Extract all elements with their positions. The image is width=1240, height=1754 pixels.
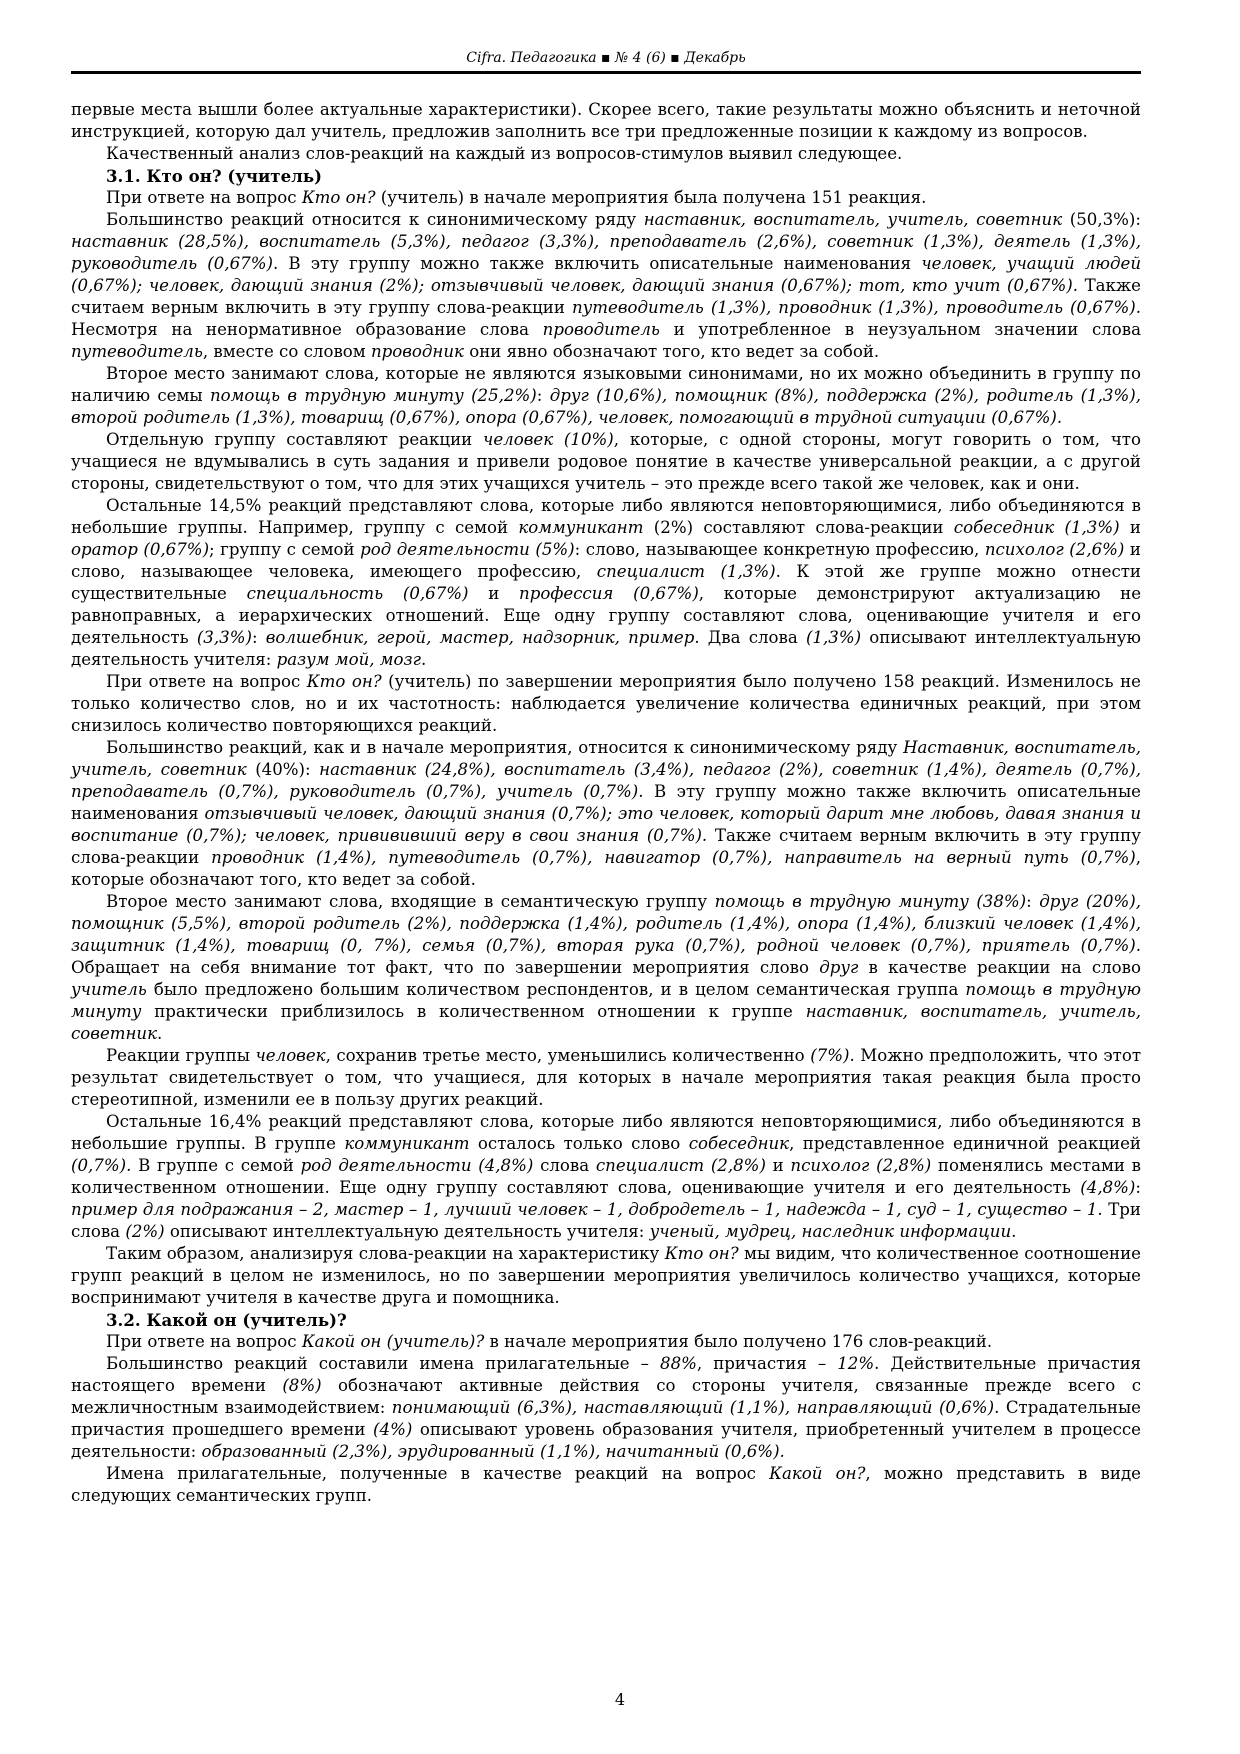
paragraph: Второе место занимают слова, входящие в семантическую группу помощь в трудную минуту (38%): друг (20%), помощник (5,5%), второй родитель (2%), поддержка (1,4%), родитель (1,4%), опора (1,4%), близкий человек (1,4%), защитник (1,4%), товарищ (0, 7%), семья (0,7%), вторая рука (0,7%), родной человек (0,7%), приятель (0,7%). Обращает на себя внимание тот факт, что по завершении мероприятия слово друг в качестве реакции на слово учитель было предложено большим количеством респондентов, и в целом семантическая группа помощь в трудную минуту практически приблизилось в количественном отношении к группе наставник, воспитатель, учитель, советник.	[71, 892, 1142, 1043]
paragraph: первые места вышли более актуальные характеристики). Скорее всего, такие результаты можно объяснить и неточной инструкцией, которую дал учитель, предложив заполнить все три предложенные позиции к каждому из вопросов.	[71, 100, 1141, 141]
section-heading-3-1: 3.1. Кто он? (учитель)	[106, 166, 322, 186]
paragraph: Остальные 14,5% реакций представляют слова, которые либо являются неповторяющимися, либо объединяются в небольшие группы. Например, группу с семой коммуникант (2%) составляют слова-реакции собеседник (1,3%) и оратор (0,67%); группу с семой род деятельности (5%): слово, называющее конкретную профессию, психолог (2,6%) и слово, называющее человека, имеющего профессию, специалист (1,3%). К этой же группе можно отнести существительные специальность (0,67%) и профессия (0,67%), которые демонстрируют актуализацию не равноправных, а иерархических отношений. Еще одну группу составляют слова, оценивающие учителя и его деятельность (3,3%): волшебник, герой, мастер, надзорник, пример. Два слова (1,3%) описывают интеллектуальную деятельность учителя: разум мой, мозг.	[71, 496, 1142, 669]
section-heading-3-2: 3.2. Какой он (учитель)?	[106, 1310, 347, 1330]
paragraph: Реакции группы человек, сохранив третье место, уменьшились количественно (7%). Можно предположить, что этот результат свидетельствует о том, что учащиеся, для которых в начале мероприятия такая реакция была просто стереотипной, изменили ее в пользу других реакций.	[71, 1046, 1141, 1109]
paragraph: Большинство реакций составили имена прилагательные – 88%, причастия – 12%. Действительные причастия настоящего времени (8%) обозначают активные действия со стороны учителя, связанные прежде всего с межличностным взаимодействием: понимающий (6,3%), наставляющий (1,1%), направляющий (0,6%). Страдательные причастия прошедшего времени (4%) описывают уровень образования учителя, приобретенный учителем в процессе деятельности: образованный (2,3%), эрудированный (1,1%), начитанный (0,6%).	[71, 1354, 1142, 1461]
paragraph: Качественный анализ слов-реакций на каждый из вопросов-стимулов выявил следующее.	[106, 144, 903, 163]
paragraph: При ответе на вопрос Какой он (учитель)? в начале мероприятия было получено 176 слов-реакций.	[106, 1332, 993, 1351]
running-header: Cifra. Педагогика ▪ № 4 (6) ▪ Декабрь	[466, 50, 746, 66]
paragraph: Таким образом, анализируя слова-реакции на характеристику Кто он? мы видим, что количественное соотношение групп реакций в целом не изменилось, но по завершении мероприятия увеличилось количество учащихся, которые воспринимают учителя в качестве друга и помощника.	[71, 1244, 1142, 1307]
paragraph: Остальные 16,4% реакций представляют слова, которые либо являются неповторяющимися, либо объединяются в небольшие группы. В группе коммуникант осталось только слово собеседник, представленное единичной реакцией (0,7%). В группе с семой род деятельности (4,8%) слова специалист (2,8%) и психолог (2,8%) поменялись местами в количественном отношении. Еще одну группу составляют слова, оценивающие учителя и его деятельность (4,8%): пример для подражания – 2, мастер – 1, лучший человек – 1, добродетель – 1, надежда – 1, суд – 1, существо – 1. Три слова (2%) описывают интеллектуальную деятельность учителя: ученый, мудрец, наследник информации.	[71, 1112, 1141, 1241]
page-number: 4	[614, 1690, 626, 1709]
paragraph: При ответе на вопрос Кто он? (учитель) в начале мероприятия была получена 151 реакция.	[106, 188, 927, 207]
paragraph: Большинство реакций, как и в начале мероприятия, относится к синонимическому ряду Наставник, воспитатель, учитель, советник (40%): наставник (24,8%), воспитатель (3,4%), педагог (2%), советник (1,4%), деятель (0,7%), преподаватель (0,7%), руководитель (0,7%), учитель (0,7%). В эту группу можно также включить описательные наименования отзывчивый человек, дающий знания (0,7%); это человек, который дарит мне любовь, давая знания и воспитание (0,7%); человек, привививший веру в свои знания (0,7%). Также считаем верным включить в эту группу слова-реакции проводник (1,4%), путеводитель (0,7%), навигатор (0,7%), направитель на верный путь (0,7%), которые обозначают того, кто ведет за собой.	[71, 738, 1141, 889]
paragraph: При ответе на вопрос Кто он? (учитель) по завершении мероприятия было получено 158 реакций. Изменилось не только количество слов, но и их частотность: наблюдается увеличение количества единичных реакций, при этом снизилось количество повторяющихся реакций.	[71, 672, 1141, 735]
paragraph: Большинство реакций относится к синонимическому ряду наставник, воспитатель, учитель, советник (50,3%): наставник (28,5%), воспитатель (5,3%), педагог (3,3%), преподаватель (2,6%), советник (1,3%), деятель (1,3%), руководитель (0,67%). В эту группу можно также включить описательные наименования человек, учащий людей (0,67%); человек, дающий знания (2%); отзывчивый человек, дающий знания (0,67%); тот, кто учит (0,67%). Также считаем верным включить в эту группу слова-реакции путеводитель (1,3%), проводник (1,3%), проводитель (0,67%). Несмотря на ненормативное образование слова проводитель и употребленное в неузуальном значении слова путеводитель, вместе со словом проводник они явно обозначают того, кто ведет за собой.	[71, 210, 1142, 361]
article-body	[71, 99, 1141, 1507]
header-divider	[71, 71, 1141, 74]
paragraph: Второе место занимают слова, которые не являются языковыми синонимами, но их можно объединить в группу по наличию семы помощь в трудную минуту (25,2%): друг (10,6%), помощник (8%), поддержка (2%), родитель (1,3%), второй родитель (1,3%), товарищ (0,67%), опора (0,67%), человек, помогающий в трудной ситуации (0,67%).	[71, 364, 1141, 427]
paragraph: Имена прилагательные, полученные в качестве реакций на вопрос Какой он?, можно представить в виде следующих семантических групп.	[71, 1464, 1141, 1505]
paragraph: Отдельную группу составляют реакции человек (10%), которые, с одной стороны, могут говорить о том, что учащиеся не вдумывались в суть задания и привели родовое понятие в качестве универсальной реакции, а с другой стороны, свидетельствуют о том, что для этих учащихся учитель – это прежде всего такой же человек, как и они.	[71, 430, 1141, 493]
